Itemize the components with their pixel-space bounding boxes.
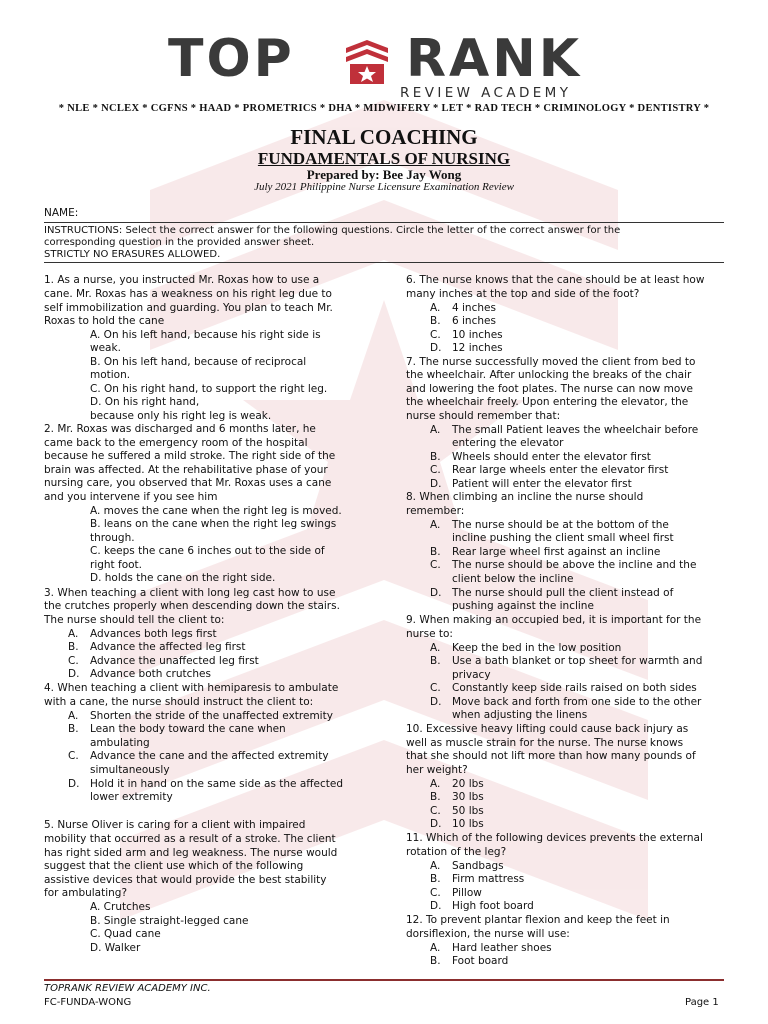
question-line: Advances both legs first (90, 628, 217, 640)
question-line: dorsiflexion, the nurse will use: (406, 928, 570, 940)
question-line: and lowering the foot plates. The nurse can now move (406, 383, 693, 395)
question-line: self immobilization and guarding. You plan to teach Mr. (44, 302, 333, 314)
question-line: for ambulating? (44, 887, 128, 899)
question-line: remember: (406, 505, 465, 517)
question-line: Patient will enter the elevator first (452, 478, 632, 490)
question-line: nurse to: (406, 628, 453, 640)
question-line: incline pushing the client small wheel first (452, 532, 674, 544)
question-line: ambulating (90, 737, 150, 749)
question-line: B. On his left hand, because of reciprocal (90, 356, 307, 368)
question-line: 5. Nurse Oliver is caring for a client with impaired (44, 819, 306, 831)
divider (44, 262, 724, 263)
question-line: Advance both crutches (90, 668, 211, 680)
question-line: C. (430, 329, 441, 341)
question-line: Advance the affected leg first (90, 641, 246, 653)
question-line: B. (430, 955, 441, 967)
question-line: A. (68, 710, 79, 722)
question-line: B. (68, 641, 79, 653)
question-line: 7. The nurse successfully moved the client from bed to (406, 356, 696, 368)
question-line: 2. Mr. Roxas was discharged and 6 months later, he (44, 423, 316, 435)
question-line: Advance the cane and the affected extremity (90, 750, 329, 762)
question-line: A. On his left hand, because his right side is (90, 329, 321, 341)
question-line: the wheelchair. After unlocking the breaks of the chair (406, 369, 692, 381)
question-line: rotation of the leg? (406, 846, 507, 858)
question-line: B. (430, 546, 441, 558)
question-line: Use a bath blanket or top sheet for warmth and (452, 655, 703, 667)
question-line: with a cane, the nurse should instruct the client to: (44, 696, 314, 708)
question-line: 20 lbs (452, 778, 484, 790)
question-line: D. (430, 696, 442, 708)
question-line: A. (430, 642, 441, 654)
question-line: 11. Which of the following devices prevents the external (406, 832, 703, 844)
question-line: weak. (90, 342, 121, 354)
question-line: 8. When climbing an incline the nurse should (406, 491, 644, 503)
question-line: suggest that the client use which of the following (44, 860, 304, 872)
question-line: The nurse should pull the client instead of (452, 587, 674, 599)
question-line: client below the incline (452, 573, 574, 585)
question-line: 10. Excessive heavy lifting could cause back injury as (406, 723, 689, 735)
question-line: D. (430, 478, 442, 490)
question-line: Lean the body toward the cane when (90, 723, 286, 735)
question-line: came back to the emergency room of the hospital (44, 437, 308, 449)
question-line: B. (430, 655, 441, 667)
question-line: D. (68, 668, 80, 680)
question-line: C. (430, 464, 441, 476)
question-line: Foot board (452, 955, 509, 967)
toprank-logo (168, 29, 608, 101)
question-line: 12 inches (452, 342, 503, 354)
question-line: Constantly keep side rails raised on both sides (452, 682, 697, 694)
question-line: Pillow (452, 887, 482, 899)
question-line: Hold it in hand on the same side as the affected (90, 778, 343, 790)
question-line: C. (430, 805, 441, 817)
question-line: A. (430, 942, 441, 954)
question-line: through. (90, 532, 135, 544)
question-line: because only his right leg is weak. (90, 410, 272, 422)
question-line: C. (68, 655, 79, 667)
page-number: Page 1 (685, 997, 719, 1008)
question-line: 10 lbs (452, 818, 484, 830)
question-line: motion. (90, 369, 131, 381)
name-label: NAME: (44, 207, 79, 219)
question-line: nursing care, you observed that Mr. Roxas uses a cane (44, 477, 332, 489)
question-line: Wheels should enter the elevator first (452, 451, 651, 463)
question-line: 3. When teaching a client with long leg cast how to use (44, 587, 336, 599)
question-line: D. (430, 587, 442, 599)
question-line: the wheelchair freely. Upon entering the elevator, the (406, 396, 689, 408)
question-line: B. (430, 451, 441, 463)
question-line: The nurse should be at the bottom of the (452, 519, 669, 531)
logo-top-text: TOP (168, 29, 295, 89)
question-line: lower extremity (90, 791, 173, 803)
question-line: when adjusting the linens (452, 709, 588, 721)
question-line: well as muscle strain for the nurse. The nurse knows (406, 737, 684, 749)
question-line: 10 inches (452, 329, 503, 341)
question-line: D. On his right hand, (90, 396, 200, 408)
question-line: simultaneously (90, 764, 170, 776)
instructions-line: INSTRUCTIONS: Select the correct answer for the following questions. Circle the letter of the correct answer for the (44, 225, 621, 236)
question-line: B. (430, 315, 441, 327)
question-line: A. (430, 424, 441, 436)
question-line: pushing against the incline (452, 600, 594, 612)
question-line: and you intervene if you see him (44, 491, 218, 503)
question-line: C. keeps the cane 6 inches out to the side of (90, 545, 325, 557)
question-line: D. (430, 818, 442, 830)
question-line: 6. The nurse knows that the cane should be at least how (406, 274, 705, 286)
question-line: D. (430, 342, 442, 354)
question-line: nurse should remember that: (406, 410, 561, 422)
question-line: 30 lbs (452, 791, 484, 803)
question-line: Shorten the stride of the unaffected extremity (90, 710, 333, 722)
question-line: cane. Mr. Roxas has a weakness on his right leg due to (44, 288, 332, 300)
question-line: Roxas to hold the cane (44, 315, 165, 327)
question-line: C. (68, 750, 79, 762)
question-line: the crutches properly when descending down the stairs. (44, 600, 340, 612)
question-line: B. leans on the cane when the right leg swings (90, 518, 337, 530)
question-line: many inches at the top and side of the foot? (406, 288, 640, 300)
question-line: A. (430, 860, 441, 872)
instructions (44, 225, 724, 261)
question-line: A. (68, 628, 79, 640)
question-line: assistive devices that would provide the best stability (44, 874, 327, 886)
question-line: D. (68, 778, 80, 790)
question-line: Advance the unaffected leg first (90, 655, 259, 667)
question-line: privacy (452, 669, 491, 681)
question-line: Hard leather shoes (452, 942, 552, 954)
question-line: A. (430, 302, 441, 314)
question-line: B. (68, 723, 79, 735)
question-line: her weight? (406, 764, 468, 776)
question-line: right foot. (90, 559, 143, 571)
question-line: B. (430, 791, 441, 803)
question-line: B. (430, 873, 441, 885)
footer-rule (44, 979, 724, 981)
question-line: entering the elevator (452, 437, 564, 449)
question-line: C. (430, 682, 441, 694)
question-line: C. On his right hand, to support the right leg. (90, 383, 328, 395)
question-line: A. (430, 519, 441, 531)
question-line: A. (430, 778, 441, 790)
question-line: C. (430, 887, 441, 899)
instructions-line: STRICTLY NO ERASURES ALLOWED. (44, 249, 221, 260)
question-line: has right sided arm and leg weakness. The nurse would (44, 847, 338, 859)
question-line: 9. When making an occupied bed, it is important for the (406, 614, 702, 626)
question-line: 12. To prevent plantar flexion and keep the feet in (406, 914, 670, 926)
question-line: A. Crutches (90, 901, 151, 913)
prepared-by: Prepared by: Bee Jay Wong (306, 167, 462, 182)
question-line: Rear large wheel first against an incline (452, 546, 661, 558)
question-line: The small Patient leaves the wheelchair before (452, 424, 699, 436)
question-line: B. Single straight-legged cane (90, 915, 249, 927)
instructions-line: corresponding question in the provided answer sheet. (44, 237, 315, 248)
question-line: The nurse should be above the incline and the (452, 559, 697, 571)
logo-subtitle: REVIEW ACADEMY (400, 85, 572, 101)
question-line: 50 lbs (452, 805, 484, 817)
question-line: D. Walker (90, 942, 141, 954)
divider (44, 222, 724, 223)
document-title: FINAL COACHING (290, 125, 478, 149)
footer-company: TOPRANK REVIEW ACADEMY INC. (44, 983, 211, 994)
footer-code: FC-FUNDA-WONG (44, 997, 132, 1008)
question-line: C. Quad cane (90, 928, 161, 940)
logo-rank-text: RANK (406, 29, 583, 89)
exam-name: July 2021 Philippine Nurse Licensure Examination Review (254, 181, 514, 193)
question-line: 4 inches (452, 302, 496, 314)
question-line: Rear large wheels enter the elevator first (452, 464, 669, 476)
question-line: mobility that occurred as a result of a stroke. The client (44, 833, 336, 845)
document-subtitle: FUNDAMENTALS OF NURSING (257, 149, 511, 168)
question-line: Move back and forth from one side to the other (452, 696, 702, 708)
exam-tagline: * NLE * NCLEX * CGFNS * HAAD * PROMETRICS * DHA * MIDWIFERY * LET * RAD TECH * CRIMINOLOGY * DENTISTRY * (58, 103, 710, 114)
question-line: D. holds the cane on the right side. (90, 572, 276, 584)
question-line: Keep the bed in the low position (452, 642, 622, 654)
question-line: C. (430, 559, 441, 571)
question-line: brain was affected. At the rehabilitative phase of your (44, 464, 328, 476)
question-line: High foot board (452, 900, 534, 912)
question-line: because he suffered a mild stroke. The right side of the (44, 450, 336, 462)
question-line: that she should not lift more than how many pounds of (406, 750, 696, 762)
question-line: 1. As a nurse, you instructed Mr. Roxas how to use a (44, 274, 320, 286)
chevron-star-icon (344, 38, 390, 86)
question-line: Sandbags (452, 860, 504, 872)
question-line: 6 inches (452, 315, 496, 327)
question-line: D. (430, 900, 442, 912)
question-line: 4. When teaching a client with hemiparesis to ambulate (44, 682, 339, 694)
question-line: The nurse should tell the client to: (44, 614, 225, 626)
question-line: Firm mattress (452, 873, 525, 885)
question-line: A. moves the cane when the right leg is moved. (90, 505, 342, 517)
